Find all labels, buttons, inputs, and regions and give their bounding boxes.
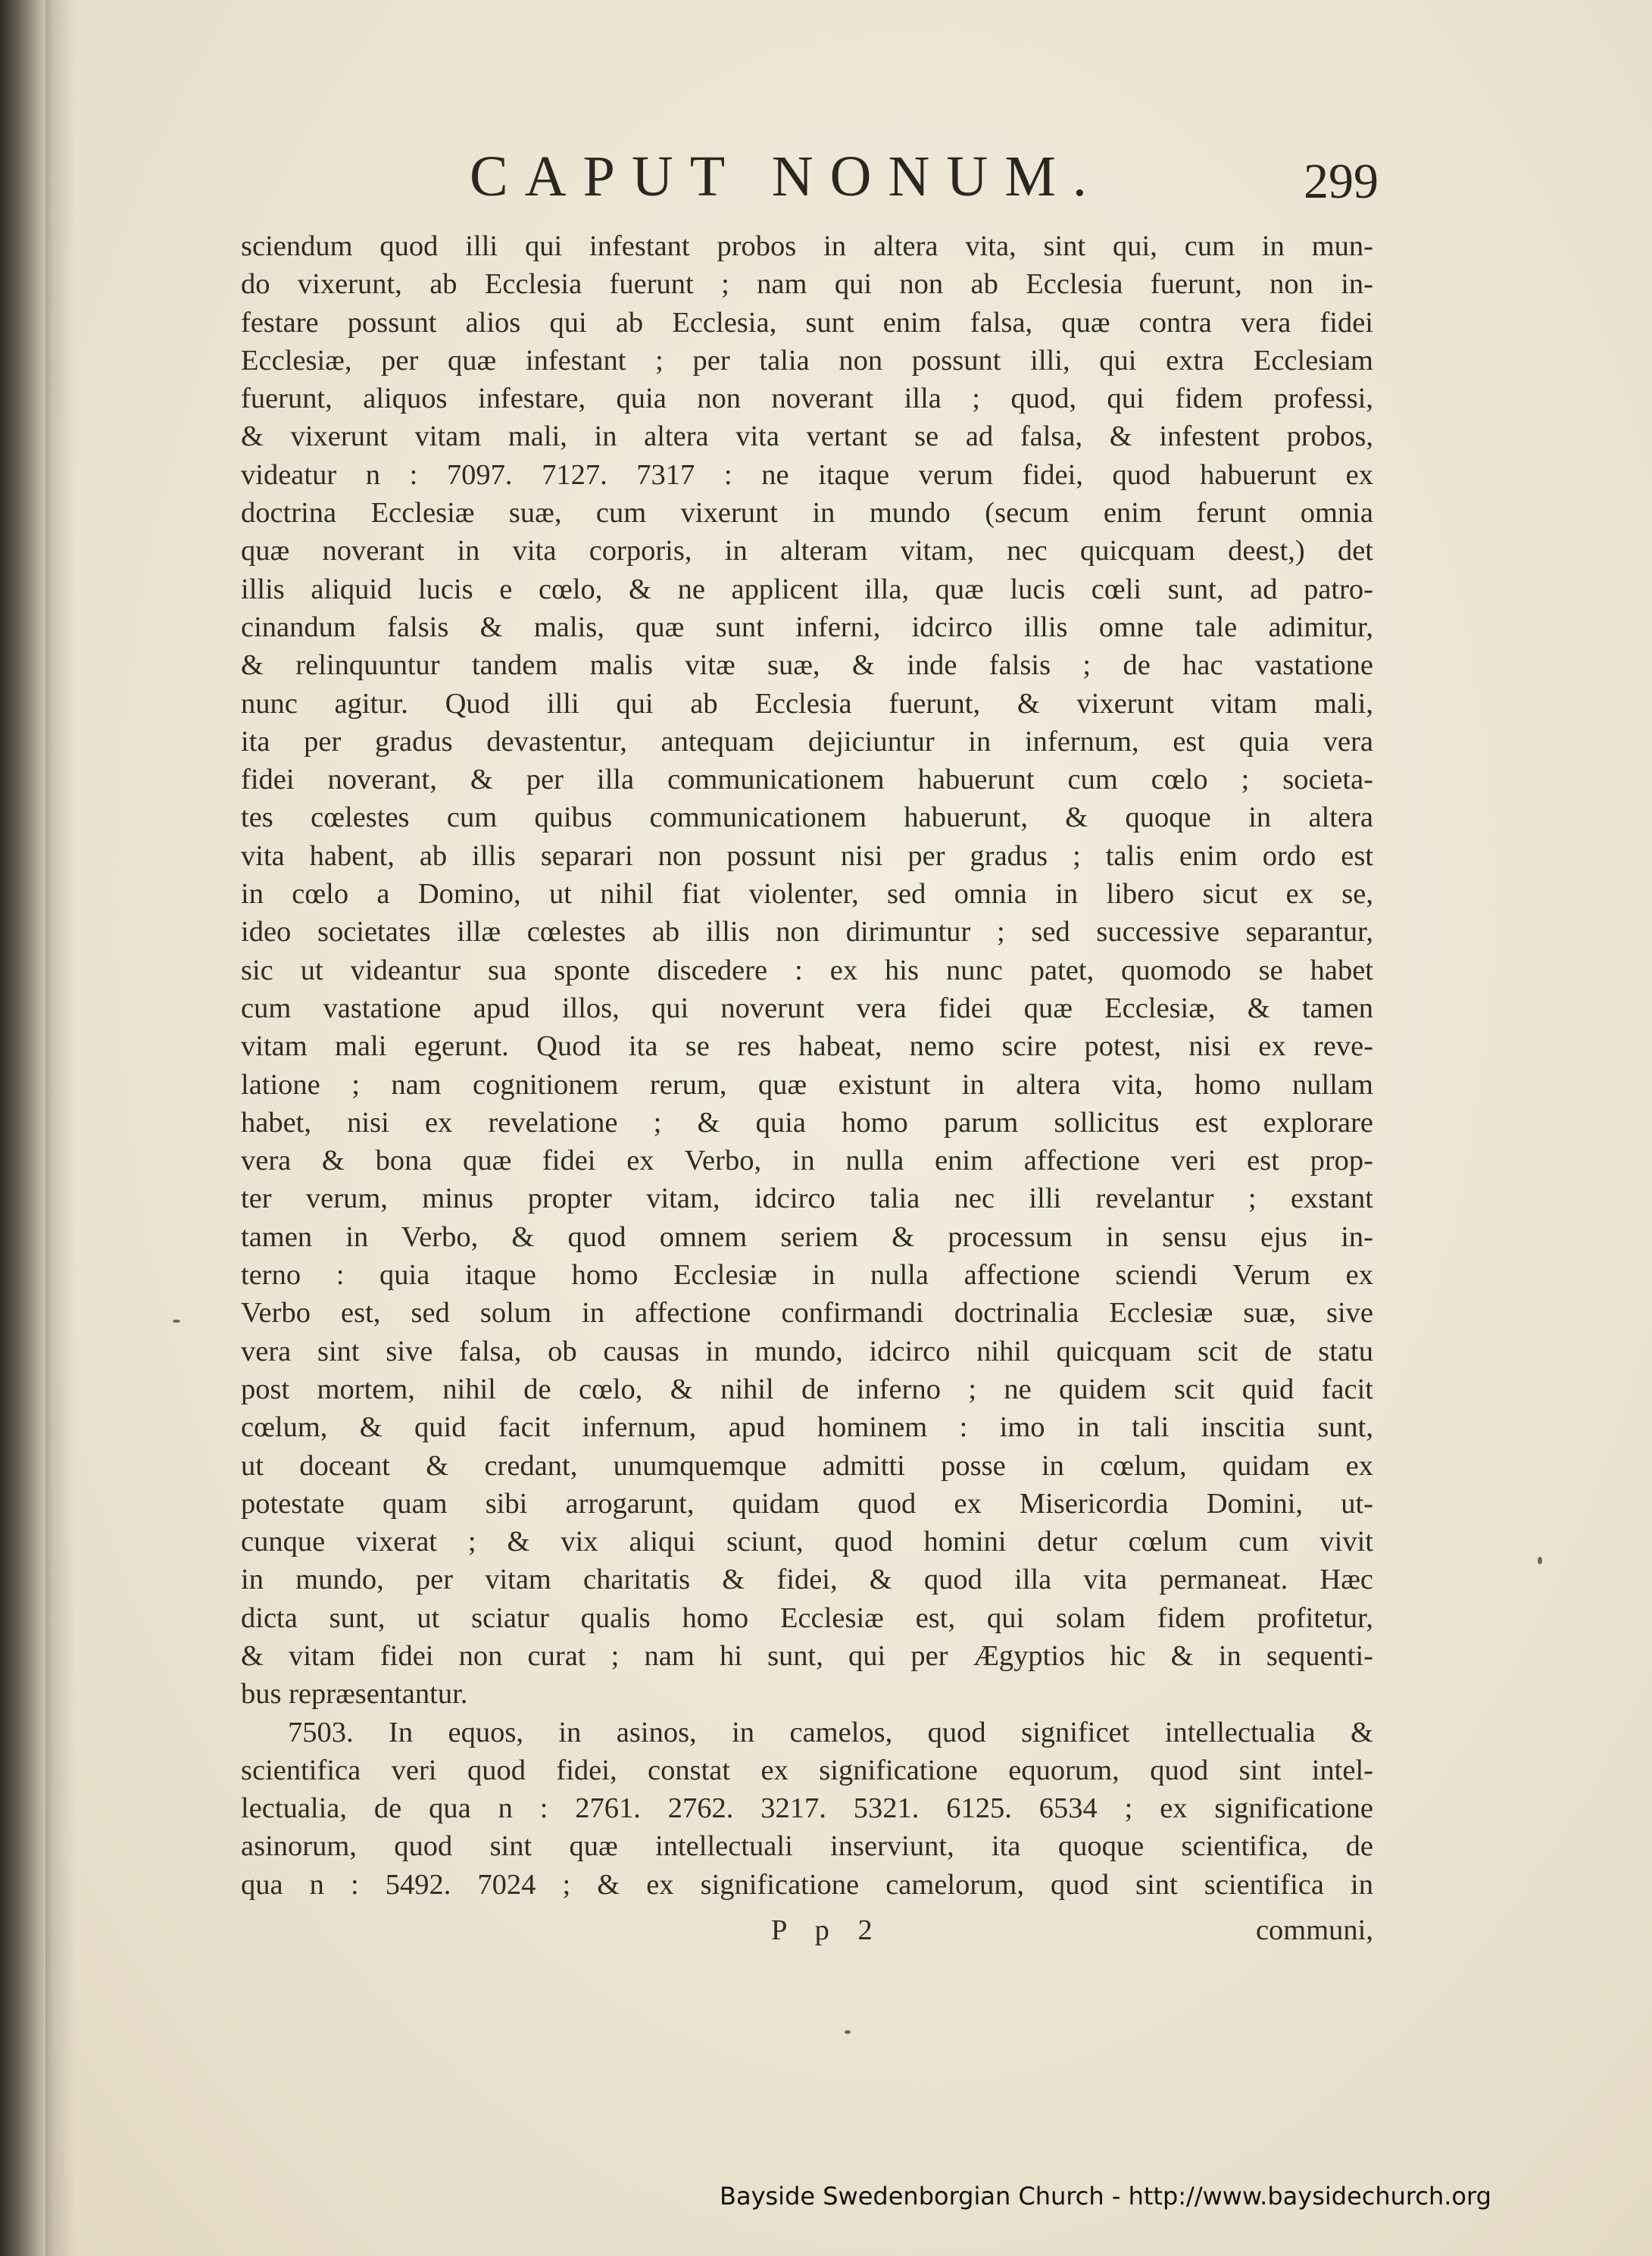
- text-line: bus repræsentantur.: [241, 1678, 468, 1711]
- running-head: CAPUT NONUM.: [470, 145, 1104, 208]
- text-line: habet, nisi ex revelatione ; & quia homo parum sollicitus est explorare: [241, 1106, 1373, 1139]
- text-line: vita habent, ab illis separari non possunt nisi per gradus ; talis enim ordo est: [241, 839, 1373, 872]
- text-line: terno : quia itaque homo Ecclesiæ in nulla affectione sciendi Verum ex: [241, 1259, 1373, 1292]
- page-header: [250, 144, 1379, 212]
- paragraph-7503-line: scientifica veri quod fidei, constat ex significatione equorum, quod sint intel-: [241, 1754, 1373, 1786]
- text-line: nunc agitur. Quod illi qui ab Ecclesia fuerunt, & vixerunt vitam mali,: [241, 687, 1373, 720]
- paragraph-7503-line: asinorum, quod sint quæ intellectuali inserviunt, ita quoque scientifica, de: [241, 1830, 1373, 1863]
- paragraph-7503-line: 7503. In equos, in asinos, in camelos, quod significet intellectualia &: [288, 1716, 1373, 1748]
- text-line: ter verum, minus propter vitam, idcirco talia nec illi revelantur ; exstant: [241, 1183, 1373, 1215]
- text-line: & vixerunt vitam mali, in altera vita vertant se ad falsa, & infestent probos,: [241, 420, 1373, 453]
- text-line: fuerunt, aliquos infestare, quia non noverant illa ; quod, qui fidem professi,: [241, 383, 1373, 415]
- text-line: cum vastatione apud illos, qui noverunt vera fidei quæ Ecclesiæ, & tamen: [241, 992, 1373, 1024]
- text-line: Ecclesiæ, per quæ infestant ; per talia non possunt illi, qui extra Ecclesiam: [241, 344, 1373, 377]
- text-line: vera & bona quæ fidei ex Verbo, in nulla enim affectione veri est prop-: [241, 1145, 1373, 1177]
- watermark-credit: Bayside Swedenborgian Church - http://www.baysidechurch.org: [720, 2182, 1491, 2211]
- text-line: potestate quam sibi arrogarunt, quidam quod ex Misericordia Domini, ut-: [241, 1487, 1373, 1520]
- text-line: & vitam fidei non curat ; nam hi sunt, qui per Ægyptios hic & in sequenti-: [241, 1639, 1373, 1672]
- catchword: communi,: [1255, 1914, 1373, 1946]
- text-line: vitam mali egerunt. Quod ita se res habeat, nemo scire potest, nisi ex reve-: [241, 1030, 1373, 1063]
- paper-speck: [173, 1320, 180, 1323]
- page-number: 299: [1304, 154, 1379, 209]
- text-line: ut doceant & credant, unumquemque admitti posse in cœlum, quidam ex: [241, 1449, 1373, 1482]
- text-line: sic ut videantur sua sponte discedere : ex his nunc patet, quomodo se habet: [241, 954, 1373, 986]
- text-line: sciendum quod illi qui infestant probos in altera vita, sint qui, cum in mun-: [241, 230, 1373, 262]
- text-line: Verbo est, sed solum in affectione confirmandi doctrinalia Ecclesiæ suæ, sive: [241, 1297, 1373, 1330]
- text-line: doctrina Ecclesiæ suæ, cum vixerunt in mundo (secum enim ferunt omnia: [241, 497, 1373, 530]
- text-line: quæ noverant in vita corporis, in alteram vitam, nec quicquam deest,) det: [241, 535, 1373, 567]
- signature-mark: P p 2: [771, 1914, 883, 1946]
- text-line: cinandum falsis & malis, quæ sunt inferni, idcirco illis omne tale adimitur,: [241, 611, 1373, 643]
- book-gutter-fade: [45, 0, 76, 2256]
- text-line: dicta sunt, ut sciatur qualis homo Ecclesiæ est, qui solam fidem profitetur,: [241, 1601, 1373, 1634]
- text-line: videatur n : 7097. 7127. 7317 : ne itaque verum fidei, quod habuerunt ex: [241, 458, 1373, 491]
- text-line: cœlum, & quid facit infernum, apud hominem : imo in tali inscitia sunt,: [241, 1411, 1373, 1444]
- text-line: illis aliquid lucis e cœlo, & ne applicent illa, quæ lucis cœli sunt, ad patro-: [241, 573, 1373, 605]
- text-line: cunque vixerat ; & vix aliqui sciunt, quod homini detur cœlum cum vivit: [241, 1526, 1373, 1558]
- paper-speck: [845, 2030, 851, 2034]
- body-text: [241, 227, 1373, 1904]
- text-line: festare possunt alios qui ab Ecclesia, sunt enim falsa, quæ contra vera fidei: [241, 306, 1373, 339]
- text-line: & relinquuntur tandem malis vitæ suæ, & inde falsis ; de hac vastatione: [241, 649, 1373, 682]
- text-line: latione ; nam cognitionem rerum, quæ existunt in altera vita, homo nullam: [241, 1068, 1373, 1101]
- paper-speck: [1538, 1557, 1542, 1564]
- text-line: do vixerunt, ab Ecclesia fuerunt ; nam qui non ab Ecclesia fuerunt, non in-: [241, 268, 1373, 301]
- text-line: ita per gradus devastentur, antequam dejiciuntur in infernum, est quia vera: [241, 725, 1373, 758]
- text-line: ideo societates illæ cœlestes ab illis non dirimuntur ; sed successive separantur,: [241, 916, 1373, 948]
- text-line: tes cœlestes cum quibus communicationem habuerunt, & quoque in altera: [241, 801, 1373, 834]
- text-line: post mortem, nihil de cœlo, & nihil de inferno ; ne quidem scit quid facit: [241, 1373, 1373, 1405]
- text-line: tamen in Verbo, & quod omnem seriem & processum in sensu ejus in-: [241, 1220, 1373, 1253]
- paragraph-7503-line: lectualia, de qua n : 2761. 2762. 3217. 5321. 6125. 6534 ; ex significatione: [241, 1792, 1373, 1825]
- text-line: in cœlo a Domino, ut nihil fiat violenter, sed omnia in libero sicut ex se,: [241, 878, 1373, 911]
- text-line: in mundo, per vitam charitatis & fidei, & quod illa vita permaneat. Hæc: [241, 1564, 1373, 1596]
- page-footer: [241, 1914, 1373, 1951]
- text-line: vera sint sive falsa, ob causas in mundo, idcirco nihil quicquam scit de statu: [241, 1335, 1373, 1367]
- text-line: fidei noverant, & per illa communicationem habuerunt cum cœlo ; societa-: [241, 764, 1373, 796]
- paragraph-7503-line: qua n : 5492. 7024 ; & ex significatione camelorum, quod sint scientifica in: [241, 1868, 1373, 1901]
